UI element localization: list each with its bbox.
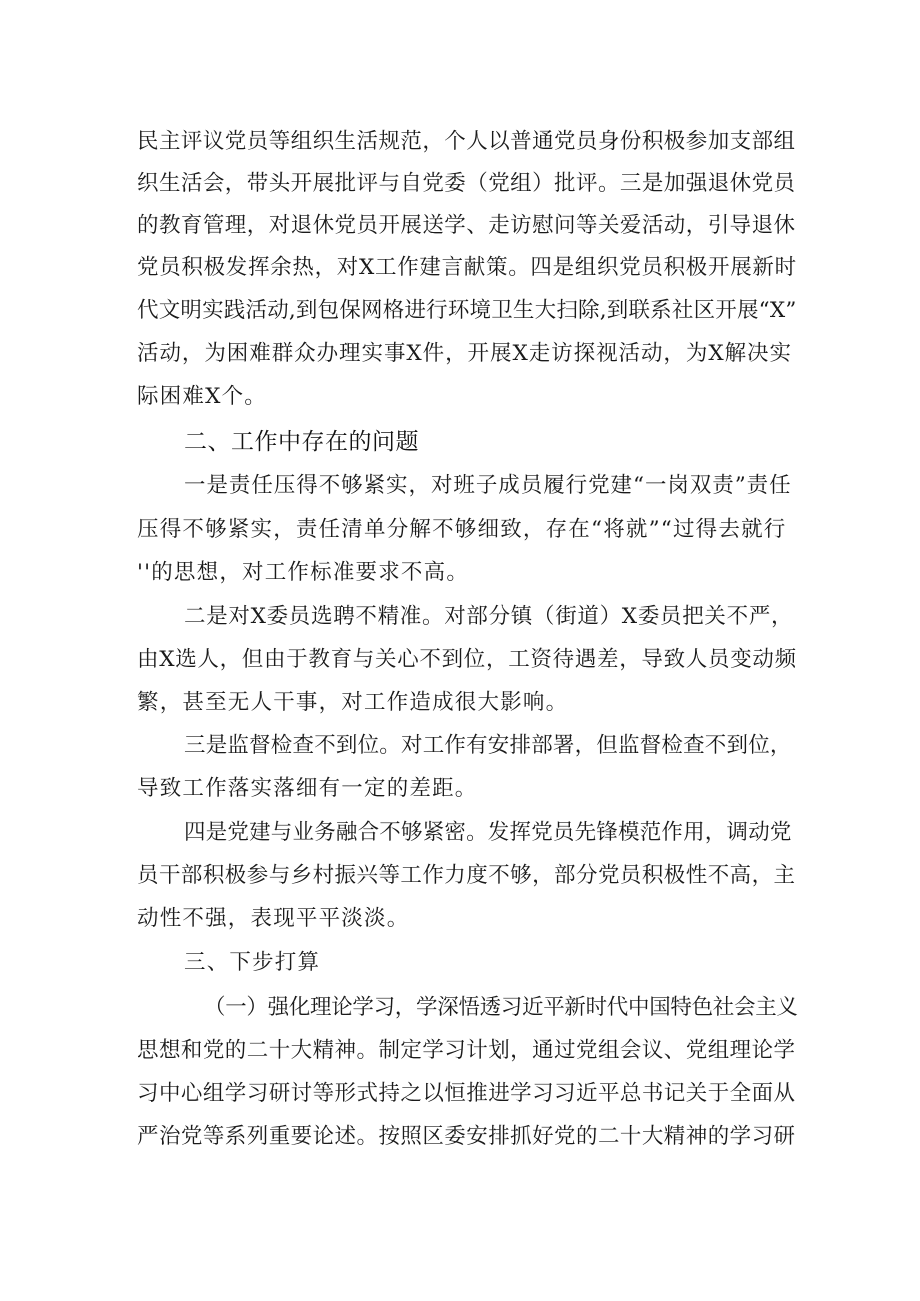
paragraph-line: 活动，为困难群众办理实事X件，开展X走访探视活动，为X解决实 [137,341,792,366]
paragraph-line: 一是责任压得不够紧实，对班子成员履行党建“一岗双责”责任 [184,473,792,498]
paragraph-line: 严治党等系列重要论述。按照区委安排抓好党的二十大精神的学习研 [137,1124,796,1149]
paragraph-line: 由X选人，但由于教育与关心不到位，工资待遇差，导致人员变动频 [137,647,797,672]
paragraph-line: ''的思想，对工作标准要求不高。 [137,560,470,585]
paragraph-line: 习中心组学习研讨等形式持之以恒推进学习习近平总书记关于全面从 [137,1081,796,1106]
paragraph-line: 三是监督检查不到位。对工作有安排部署，但监督检查不到位， [184,733,792,758]
paragraph-line: 代文明实践活动,到包保网格进行环境卫生大扫除,到联系社区开展“X” [137,298,797,323]
paragraph-line: 二是对X委员选聘不精准。对部分镇（街道）X委员把关不严， [184,604,794,629]
paragraph-line: 党员积极发挥余热，对X工作建言献策。四是组织党员积极开展新时 [137,255,797,280]
section-heading-next-steps: 三、下步打算 [184,950,321,975]
paragraph-line: 的教育管理，对退休党员开展送学、走访慰问等关爱活动，引导退休 [137,213,796,238]
section-heading-problems: 二、工作中存在的问题 [184,429,419,455]
paragraph-line: 四是党建与业务融合不够紧密。发挥党员先锋模范作用，调动党 [184,820,792,845]
paragraph-line: 导致工作落实落细有一定的差距。 [137,776,478,801]
paragraph-line: 繁，甚至无人干事，对工作造成很大影响。 [137,690,569,715]
paragraph-line: 际困难X个。 [137,384,268,409]
paragraph-line: 思想和党的二十大精神。制定学习计划，通过党组会议、党组理论学 [137,1038,796,1063]
paragraph-line: 压得不够紧实，责任清单分解不够细致，存在“将就”“过得去就行 [137,517,787,542]
paragraph-line: 民主评议党员等组织生活规范，个人以普通党员身份积极参加支部组 [137,129,796,154]
paragraph-line: 织生活会，带头开展批评与自党委（党组）批评。三是加强退休党员 [137,171,796,196]
paragraph-line: 员干部积极参与乡村振兴等工作力度不够，部分党员积极性不高，主 [137,863,796,888]
paragraph-line: （一）强化理论学习，学深悟透习近平新时代中国特色社会主义 [204,995,798,1020]
paragraph-line: 动性不强，表现平平淡淡。 [137,906,410,931]
